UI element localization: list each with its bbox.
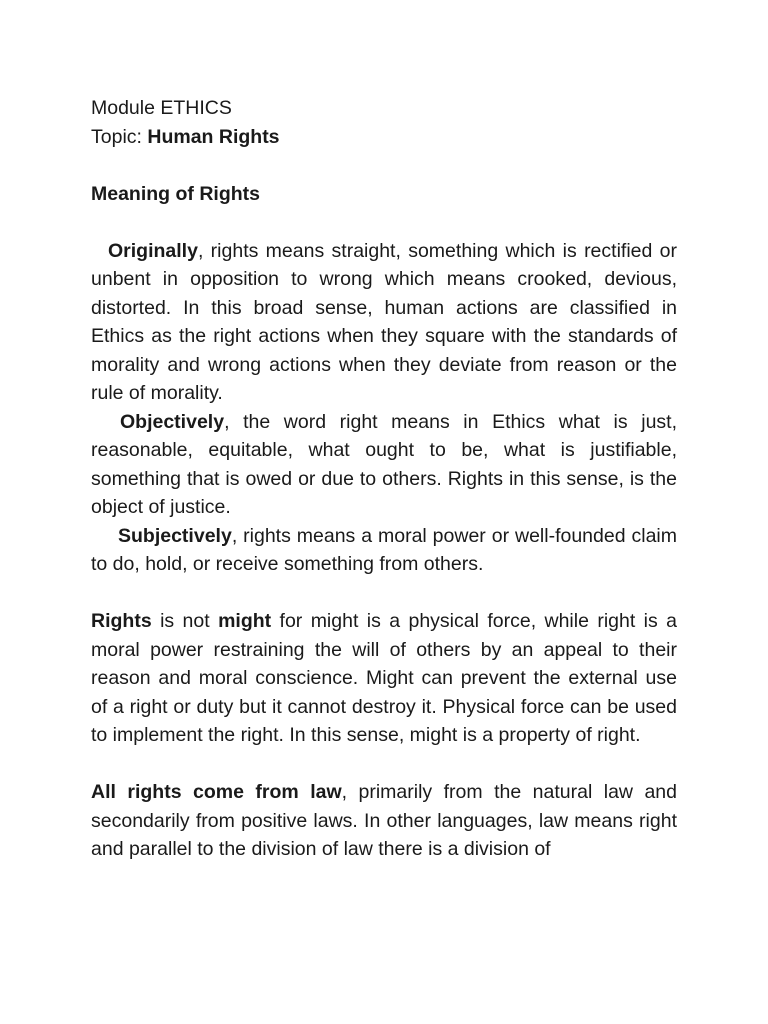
paragraph-objectively [91,408,677,522]
blank-line [91,750,677,779]
paragraph-originally [91,237,677,408]
term-all-rights: All rights come from law [91,781,342,803]
term-rights: Rights [91,610,152,632]
term-subjectively: Subjectively [118,524,232,547]
module-title: Module ETHICS [91,97,232,119]
paragraph-text: for might is a physical force, while right is a moral power restraining the will of others by an appeal to their reason and moral conscience. Might can prevent the external use of a right or duty but it cannot destroy it. Physical force can be used to implement the right. In this sense, might is a property of right. [91,610,677,746]
paragraph-text: , the word right means in Ethics what is just, reasonable, equitable, what ought to be, what is justifiable, something that is owed or due to others. Rights in this sense, is the object of justice. [91,410,677,518]
blank-line [91,579,677,608]
term-objectively: Objectively [120,410,225,433]
term-originally: Originally [108,239,198,262]
blank-line [91,208,677,237]
section-heading: Meaning of Rights [91,182,260,205]
term-might: might [218,610,272,632]
paragraph-text: , rights means a moral power or well-founded claim to do, hold, or receive something from others. [91,524,677,575]
blank-line [91,151,677,180]
topic-label: Topic: [91,125,148,148]
topic-line [91,123,677,152]
paragraph-subjectively [91,522,677,579]
paragraph-text: , primarily from the natural law and secondarily from positive laws. In other languages, law means right and parallel to the division of law there is a division of [91,781,677,860]
document-page [91,94,677,864]
topic-value: Human Rights [147,125,280,148]
paragraph-text: , rights means straight, something which is rectified or unbent in opposition to wrong which means crooked, devious, distorted. In this broad sense, human actions are classified in Ethics as the right actions when they square with the standards of morality and wrong actions when they deviate from reason or the rule of morality. [91,239,677,404]
paragraph-rights-might [91,607,677,750]
paragraph-all-rights [91,778,677,864]
paragraph-text: is not [151,610,219,632]
